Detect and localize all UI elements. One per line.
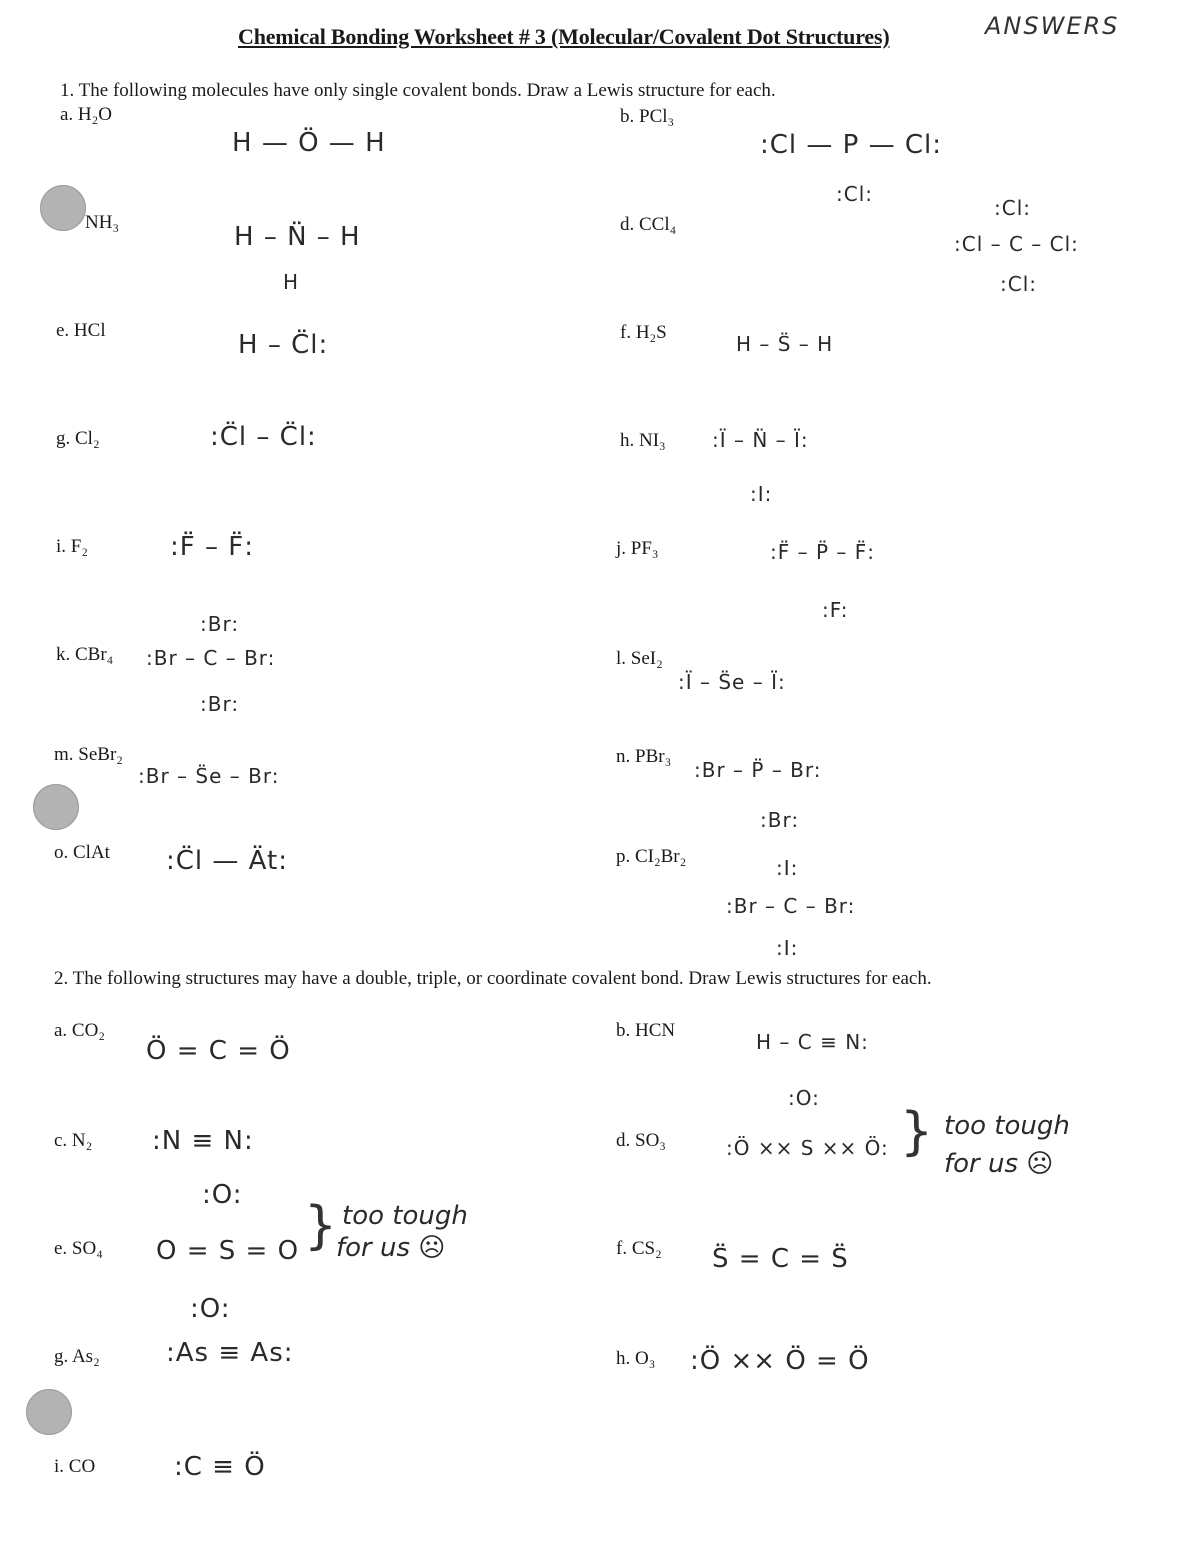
punch-hole-bottom	[26, 1389, 72, 1435]
item-label: m. SeBr₂	[54, 744, 123, 765]
item-label: i. CO	[54, 1456, 96, 1477]
lewis-structure: H — Ö — H	[232, 128, 386, 158]
item-label: c. N₂	[54, 1130, 93, 1151]
lewis-structure: H – C ≡ N:	[756, 1030, 869, 1054]
lewis-structure: H – N̈ – H	[234, 222, 361, 252]
lewis-structure: H – S̈ – H	[736, 332, 834, 356]
lewis-structure: H – C̈l:	[238, 330, 329, 360]
lewis-structure: :C ≡ Ö	[174, 1452, 266, 1482]
item-label: p. CI₂Br₂	[616, 846, 687, 867]
item-label: e. SO₄	[54, 1238, 103, 1259]
item-label: NH₃	[85, 212, 120, 233]
item-label: n. PBr₃	[616, 746, 672, 767]
item-label: j. PF₃	[616, 538, 659, 559]
lewis-structure: :Ï – N̈ – Ï:	[712, 428, 809, 452]
lewis-structure: :O:	[202, 1180, 243, 1210]
lewis-structure: :I:	[776, 856, 799, 880]
item-label: d. CCl₄	[620, 214, 677, 235]
lewis-structure: :Br – C – Br:	[726, 894, 856, 918]
lewis-structure: :Br:	[200, 612, 240, 636]
lewis-structure: :Cl:	[994, 196, 1031, 220]
item-label: a. H₂O	[60, 104, 112, 125]
lewis-structure: :O:	[190, 1294, 231, 1324]
lewis-structure: H	[283, 270, 300, 294]
lewis-structure: :I:	[776, 936, 799, 960]
lewis-structure: :Br:	[200, 692, 240, 716]
item-label: o. ClAt	[54, 842, 110, 863]
note-for-us: for us ☹	[944, 1149, 1054, 1179]
lewis-structure: Ö = C = Ö	[146, 1036, 291, 1066]
note-brace: }	[304, 1196, 338, 1256]
item-label: f. CS₂	[616, 1238, 662, 1259]
lewis-structure: :C̈l – C̈l:	[210, 422, 317, 452]
lewis-structure: S̈ = C = S̈	[712, 1244, 849, 1274]
lewis-structure: :Br:	[760, 808, 800, 832]
lewis-structure: :I:	[750, 482, 773, 506]
lewis-structure: :Ï – S̈e – Ï:	[678, 670, 786, 694]
lewis-structure: :F̈ – F̈:	[170, 532, 254, 562]
item-label: a. CO₂	[54, 1020, 105, 1041]
lewis-structure: :Ö ×× S ×× Ö:	[726, 1136, 889, 1160]
item-label: e. HCl	[56, 320, 106, 341]
lewis-structure: O = S = O	[156, 1236, 300, 1266]
lewis-structure: :F̈ – P̈ – F̈:	[770, 540, 875, 564]
item-label: d. SO₃	[616, 1130, 666, 1151]
lewis-structure: :Cl:	[836, 182, 873, 206]
question-2-instruction: 2. The following structures may have a double, triple, or coordinate covalent bond. Draw Lewis structures for each.	[54, 968, 932, 989]
item-label: i. F₂	[56, 536, 88, 557]
item-label: k. CBr₄	[56, 644, 114, 665]
lewis-structure: :Br – P̈ – Br:	[694, 758, 822, 782]
lewis-structure: :Cl — P — Cl:	[760, 130, 943, 160]
item-label: h. O₃	[616, 1348, 656, 1369]
lewis-structure: :O:	[788, 1086, 820, 1110]
item-label: b. PCl₃	[620, 106, 675, 127]
item-label: f. H₂S	[620, 322, 667, 343]
lewis-structure: :N ≡ N:	[152, 1126, 254, 1156]
item-label: g. Cl₂	[56, 428, 100, 449]
item-label: g. As₂	[54, 1346, 100, 1367]
question-1-instruction: 1. The following molecules have only single covalent bonds. Draw a Lewis structure for each.	[60, 80, 776, 101]
note-brace: }	[900, 1102, 934, 1162]
lewis-structure: :As ≡ As:	[166, 1338, 294, 1368]
lewis-structure: :Cl:	[1000, 272, 1037, 296]
lewis-structure: :Br – S̈e – Br:	[138, 764, 280, 788]
punch-hole-middle	[33, 784, 79, 830]
item-label: l. SeI₂	[616, 648, 663, 669]
note-too-tough: too tough	[342, 1201, 468, 1231]
punch-hole-top	[40, 185, 86, 231]
worksheet-title: Chemical Bonding Worksheet # 3 (Molecular/Covalent Dot Structures)	[238, 24, 890, 49]
lewis-structure: :C̈l — Ät:	[166, 846, 288, 876]
note-too-tough: too tough	[944, 1111, 1070, 1141]
note-for-us: for us ☹	[336, 1233, 446, 1263]
item-label: b. HCN	[616, 1020, 676, 1041]
answers-handwritten-mark: ANSWERS	[985, 12, 1120, 40]
lewis-structure: :Ö ×× Ö = Ö	[690, 1346, 870, 1376]
lewis-structure: :Br – C – Br:	[146, 646, 276, 670]
item-label: h. NI₃	[620, 430, 666, 451]
lewis-structure: :Cl – C – Cl:	[954, 232, 1079, 256]
lewis-structure: :F:	[822, 598, 849, 622]
